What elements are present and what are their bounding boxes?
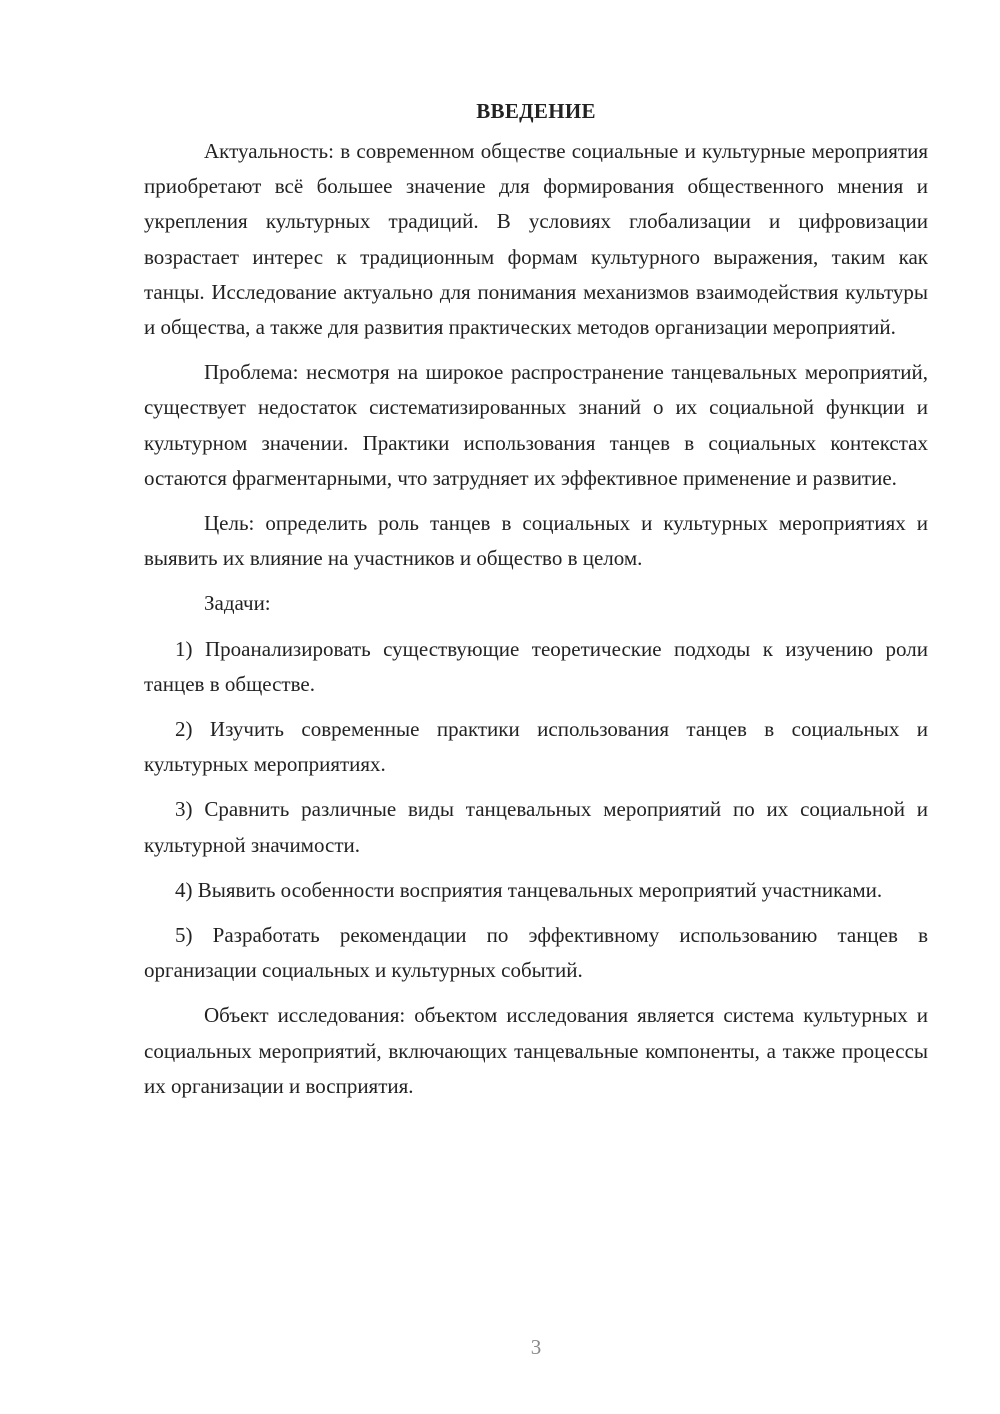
task-item-3: 3) Сравнить различные виды танцевальных мероприятий по их социальной и культурной значимости.	[144, 797, 928, 857]
section-title: ВВЕДЕНИЕ	[476, 99, 596, 123]
goal-paragraph: Цель: определить роль танцев в социальных и культурных мероприятиях и выявить их влияние на участников и общество в целом.	[144, 511, 928, 571]
task-item-2: 2) Изучить современные практики использования танцев в социальных и культурных мероприятиях.	[144, 717, 928, 777]
document-page	[144, 96, 928, 1114]
page-number: 3	[530, 1335, 542, 1359]
tasks-heading: Задачи:	[204, 591, 271, 616]
research-object-paragraph: Объект исследования: объектом исследования является система культурных и социальных мероприятий, включающих танцевальные компоненты, а также процессы их организации и восприятия.	[144, 1003, 928, 1098]
task-item-4: 4) Выявить особенности восприятия танцевальных мероприятий участниками.	[175, 877, 883, 902]
relevance-paragraph: Актуальность: в современном обществе социальные и культурные мероприятия приобретают всё большее значение для формирования общественного мнения и укрепления культурных традиций. В условиях глобализации и цифровизации возрастает интерес к традиционным формам культурного выражения, таким как танцы. Исследование актуально для понимания механизмов взаимодействия культуры и общества, а также для развития практических методов организации мероприятий.	[144, 139, 928, 340]
task-item-1: 1) Проанализировать существующие теоретические подходы к изучению роли танцев в обществе.	[144, 636, 928, 696]
task-item-5: 5) Разработать рекомендации по эффективному использованию танцев в организации социальных и культурных событий.	[144, 923, 928, 983]
problem-paragraph: Проблема: несмотря на широкое распространение танцевальных мероприятий, существует недостаток систематизированных знаний о их социальной функции и культурном значении. Практики использования танцев в социальных контекстах остаются фрагментарными, что затрудняет их эффективное применение и развитие.	[144, 360, 928, 490]
